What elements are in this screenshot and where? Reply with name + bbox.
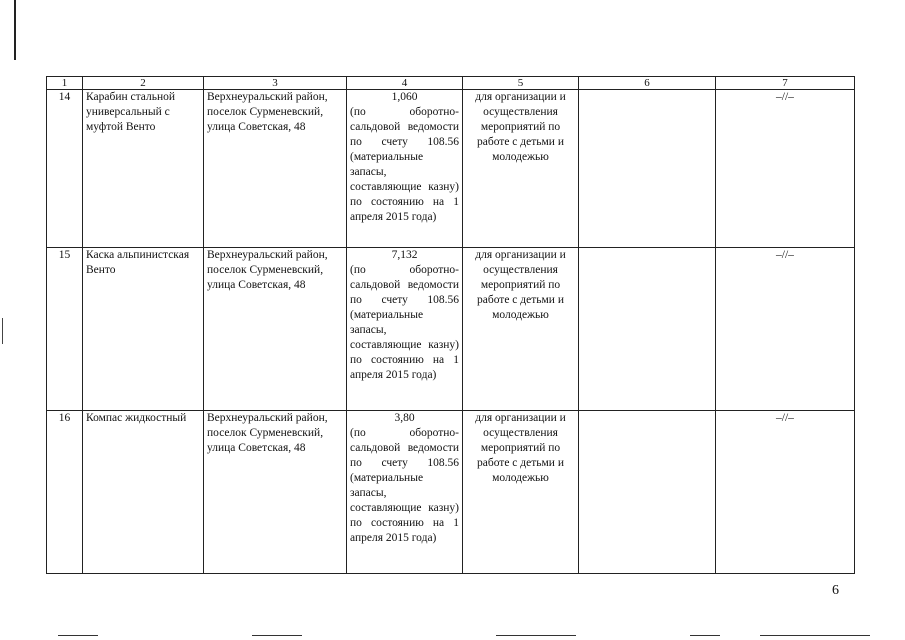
property-table (46, 76, 855, 574)
page-number: 6 (832, 583, 839, 598)
column-header: 1 (47, 77, 83, 90)
table-header-row (47, 77, 855, 90)
column-header: 5 (463, 77, 579, 90)
item-name: Карабин стальной универсальный с муфтой Венто (83, 90, 204, 248)
item-purpose: для организации и осуществления мероприятий по работе с детьми и молодежью (463, 90, 579, 248)
item-value-cell (347, 411, 463, 574)
column-header: 4 (347, 77, 463, 90)
item-location: Верхнеуральский район, поселок Сурменевский, улица Советская, 48 (204, 248, 347, 411)
row-number: 15 (47, 248, 83, 411)
row-number: 14 (47, 90, 83, 248)
item-purpose: для организации и осуществления мероприятий по работе с детьми и молодежью (463, 248, 579, 411)
table-row (47, 248, 855, 411)
item-col6 (579, 411, 716, 574)
item-value-description: (по оборотно-сальдовой ведомости по счету 108.56 (материальные запасы, составляющие казну) по состоянию на 1 апреля 2015 года) (350, 427, 459, 544)
item-ditto: –//– (716, 90, 855, 248)
scan-edge-mark (2, 318, 3, 344)
column-header: 7 (716, 77, 855, 90)
item-value-cell (347, 248, 463, 411)
item-value-cell (347, 90, 463, 248)
item-value: 1,060 (391, 91, 418, 103)
table-row (47, 411, 855, 574)
item-name: Каска альпинистская Венто (83, 248, 204, 411)
scan-artifacts (0, 632, 905, 640)
column-header: 6 (579, 77, 716, 90)
row-number: 16 (47, 411, 83, 574)
column-header: 3 (204, 77, 347, 90)
item-value: 3,80 (394, 412, 415, 424)
item-col6 (579, 90, 716, 248)
column-header: 2 (83, 77, 204, 90)
item-location: Верхнеуральский район, поселок Сурменевский, улица Советская, 48 (204, 411, 347, 574)
item-value: 7,132 (391, 249, 418, 261)
item-purpose: для организации и осуществления мероприятий по работе с детьми и молодежью (463, 411, 579, 574)
table-row (47, 90, 855, 248)
scan-edge-mark (14, 0, 16, 60)
item-value-description: (по оборотно-сальдовой ведомости по счету 108.56 (материальные запасы, составляющие казну) по состоянию на 1 апреля 2015 года) (350, 106, 459, 223)
item-col6 (579, 248, 716, 411)
item-ditto: –//– (716, 411, 855, 574)
item-ditto: –//– (716, 248, 855, 411)
item-location: Верхнеуральский район, поселок Сурменевский, улица Советская, 48 (204, 90, 347, 248)
item-value-description: (по оборотно-сальдовой ведомости по счету 108.56 (материальные запасы, составляющие казну) по состоянию на 1 апреля 2015 года) (350, 264, 459, 381)
item-name: Компас жидкостный (83, 411, 204, 574)
